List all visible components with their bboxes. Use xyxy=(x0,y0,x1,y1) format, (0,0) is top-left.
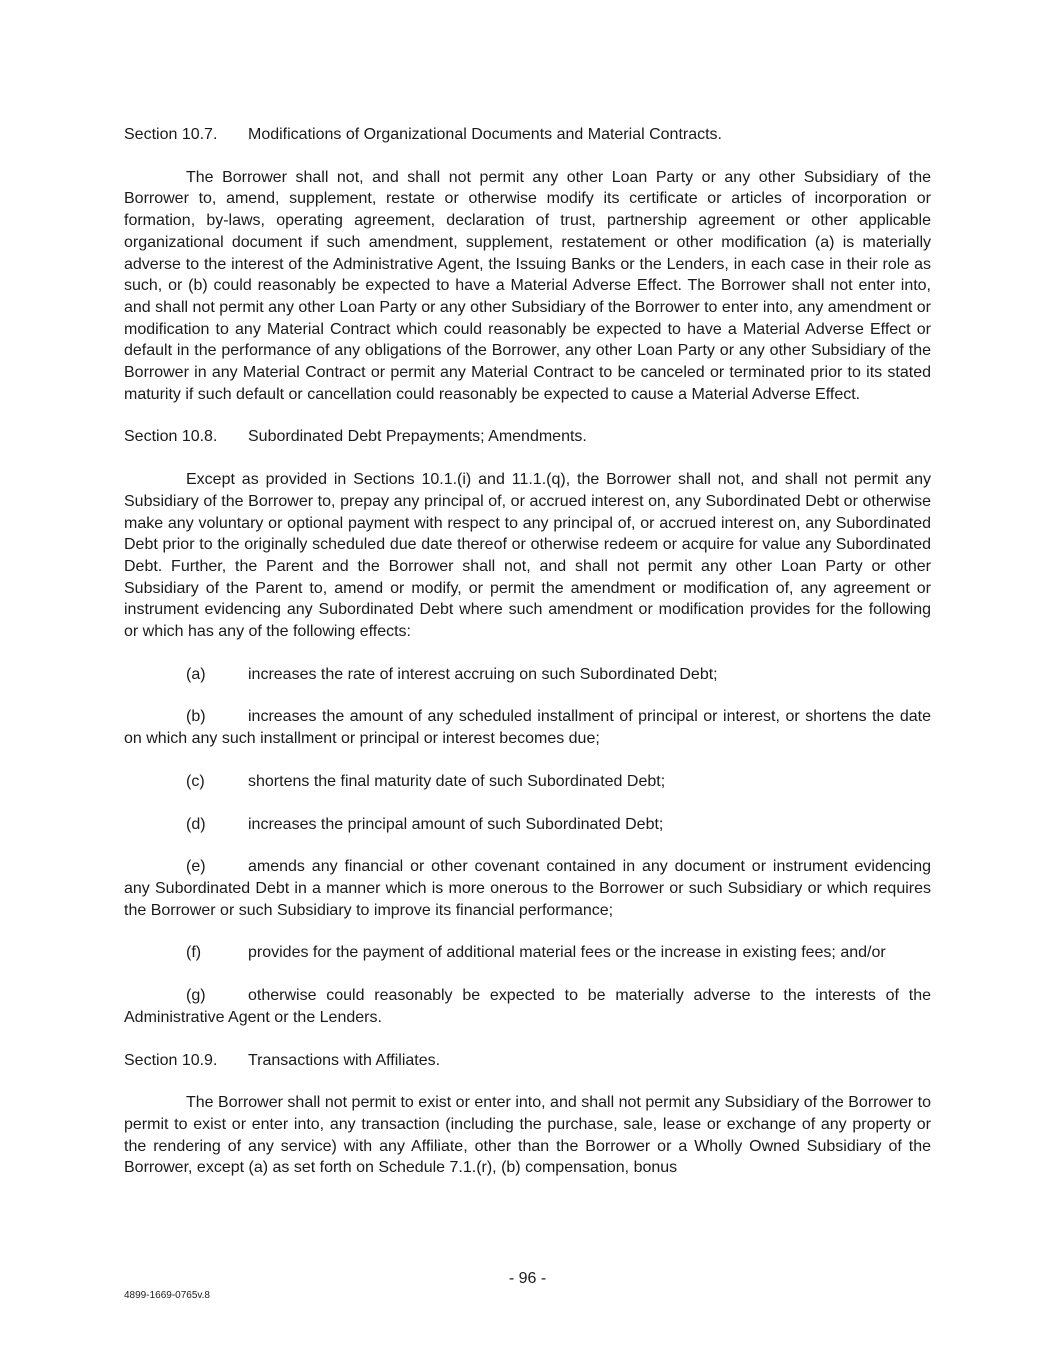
document-page xyxy=(124,124,931,1200)
list-item-label: (c) xyxy=(186,772,205,790)
list-item xyxy=(124,771,931,793)
list-item-label: (g) xyxy=(186,987,206,1005)
list-item-text: increases the principal amount of such Subordinated Debt; xyxy=(248,815,664,833)
list-item xyxy=(124,985,931,1028)
list-item xyxy=(124,706,931,749)
section-paragraph: The Borrower shall not permit to exist or enter into, and shall not permit any Subsidiary of the Borrower to permit to exist or enter into, any transaction (including the purchase, sale, lease or exchange of any property or the rendering of any service) with any Affiliate, other than the Borrower or a Wholly Owned Subsidiary of the Borrower, except (a) as set forth on Schedule 7.1.(r), (b) compensation, bonus xyxy=(124,1094,931,1177)
section-number: Section 10.7. xyxy=(124,126,218,143)
section-number: Section 10.8. xyxy=(124,428,218,446)
list-item-label: (e) xyxy=(186,858,206,876)
list-item-text: otherwise could reasonably be expected to be materially adverse to the interests of the Administrative Agent or the Lenders. xyxy=(124,987,931,1026)
list-item-label: (a) xyxy=(186,665,206,683)
section-paragraph: Except as provided in Sections 10.1.(i) and 11.1.(q), the Borrower shall not, and shall not permit any Subsidiary of the Borrower to, prepay any principal of, or accrued interest on, any Subordinated Debt or otherwise make any voluntary or optional payment with respect to any principal of, or accrued interest on, any Subordinated Debt prior to the originally scheduled due date thereof or otherwise redeem or acquire for value any Subordinated Debt. Further, the Parent and the Borrower shall not, and shall not permit any other Loan Party or other Subsidiary of the Parent to, amend or modify, or permit the amendment or modification of, any agreement or instrument evidencing any Subordinated Debt where such amendment or modification provides for the following or which has any of the following effects: xyxy=(124,471,931,641)
list-item xyxy=(124,664,931,686)
section-title: Subordinated Debt Prepayments; Amendments. xyxy=(248,428,587,446)
list-item-text: amends any financial or other covenant contained in any document or instrument evidencing any Subordinated Debt in a manner which is more onerous to the Borrower or such Subsidiary or which requires the Borrower or such Subsidiary to improve its financial performance; xyxy=(124,858,931,919)
list-item-text: increases the amount of any scheduled installment of principal or interest, or shortens the date on which any such installment or principal or interest becomes due; xyxy=(124,708,931,748)
list-item-label: (b) xyxy=(186,708,206,726)
page-number: - 96 - xyxy=(508,1270,547,1287)
list-item-label: (d) xyxy=(186,815,206,833)
section-title: Modifications of Organizational Documents and Material Contracts. xyxy=(248,126,722,143)
list-item-text: increases the rate of interest accruing on such Subordinated Debt; xyxy=(248,665,718,683)
list-item-text: shortens the final maturity date of such Subordinated Debt; xyxy=(248,772,666,790)
list-item xyxy=(124,942,931,964)
section-heading xyxy=(124,1050,931,1072)
section-heading xyxy=(124,124,931,146)
section-number: Section 10.9. xyxy=(124,1051,218,1069)
list-item xyxy=(124,856,931,921)
section-paragraph: The Borrower shall not, and shall not permit any other Loan Party or any other Subsidiary of the Borrower to, amend, supplement, restate or otherwise modify its certificate or articles of incorporation or formation, by-laws, operating agreement, declaration of trust, partnership agreement or other applicable organizational document if such amendment, supplement, restatement or other modification (a) is materially adverse to the interest of the Administrative Agent, the Issuing Banks or the Lenders, in each case in their role as such, or (b) could reasonably be expected to have a Material Adverse Effect. The Borrower shall not enter into, and shall not permit any other Loan Party or any other Subsidiary of the Borrower to enter into, any amendment or modification to any Material Contract which could reasonably be expected to have a Material Adverse Effect or default in the performance of any obligations of the Borrower, any other Loan Party or any other Subsidiary of the Borrower in any Material Contract or permit any Material Contract to be canceled or terminated prior to its stated maturity if such default or cancellation could reasonably be expected to cause a Material Adverse Effect. xyxy=(124,168,931,403)
document-id: 4899-1669-0765v.8 xyxy=(124,1290,210,1301)
section-heading xyxy=(124,426,931,448)
section-title: Transactions with Affiliates. xyxy=(248,1051,441,1069)
list-item-text: provides for the payment of additional material fees or the increase in existing fees; and/or xyxy=(248,944,886,962)
list-item xyxy=(124,814,931,836)
list-item-label: (f) xyxy=(186,944,202,962)
